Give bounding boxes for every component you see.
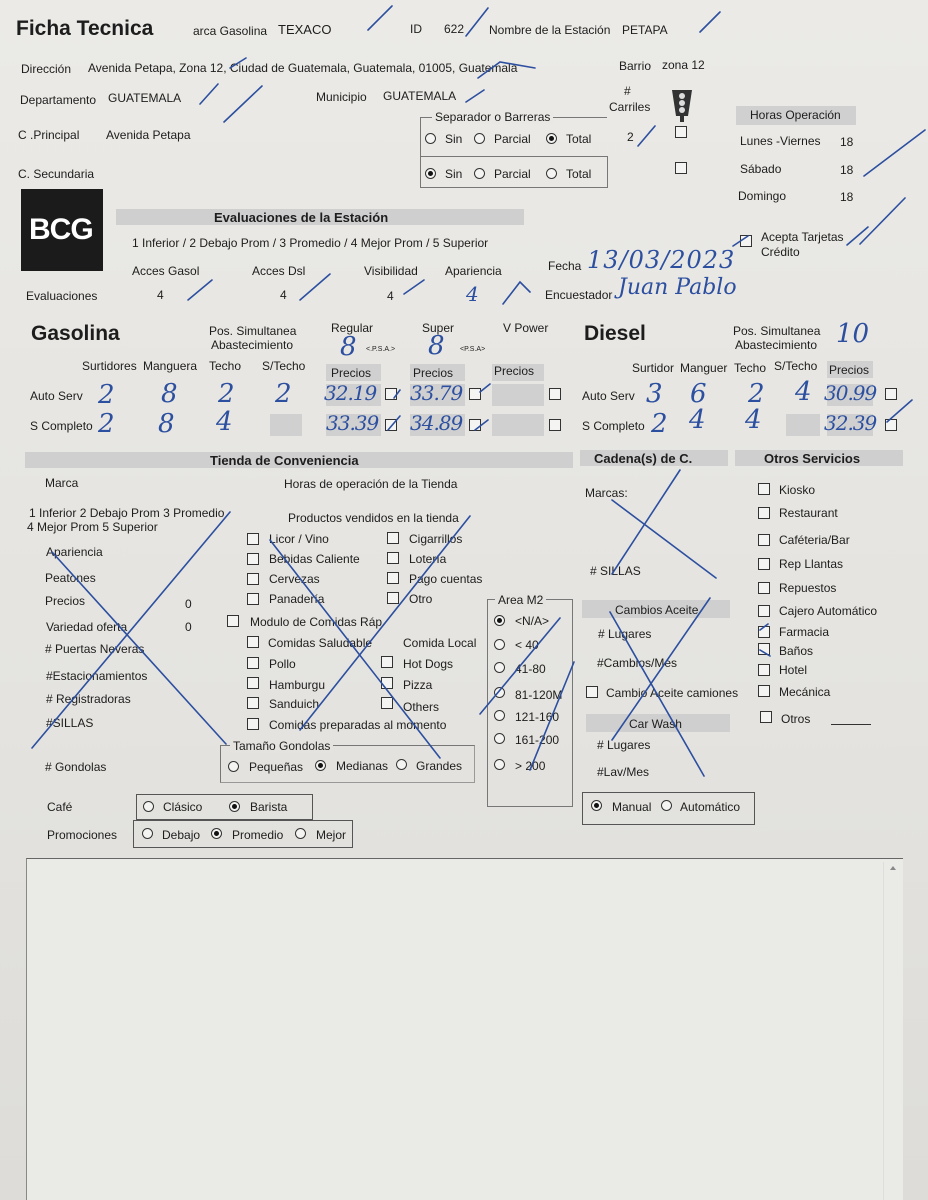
cafe-label: Café [47,800,73,814]
producto-label: Panadería [269,592,325,606]
comida-checkbox[interactable] [381,656,393,668]
regular-label: Regular [331,321,374,335]
producto-checkbox[interactable] [387,532,399,544]
price-checkbox[interactable] [469,388,481,400]
dsl-sc-manguer: 4 [689,405,706,435]
gondola-option-label: Grandes [416,759,463,773]
carwash-automatico-label: Automático [680,800,741,814]
productos-label: Productos vendidos en la tienda [288,511,459,525]
otros-blank-line [831,724,871,725]
carwash-lugares-label: # Lugares [597,738,651,752]
servicio-label: Farmacia [779,625,830,639]
dsl-pos-value: 10 [836,319,870,349]
gasolina-title: Gasolina [31,322,120,345]
municipio-value: GUATEMALA [383,89,457,103]
price-checkbox[interactable] [469,419,481,431]
producto-label: Cervezas [269,572,320,586]
precios-vpower-header: Precios [494,364,535,378]
producto-checkbox[interactable] [387,592,399,604]
comida-label: Hamburgu [269,678,326,692]
area-option-radio[interactable] [494,615,505,626]
psa-regular: <.P.S.A.> [366,346,396,353]
gas-s-completo-label: S Completo [30,419,93,433]
area-option-label: <N/A> [515,614,550,628]
sep2-total-label: Total [566,167,592,181]
cadena-marcas-label: Marcas: [585,486,628,500]
precios-super-header: Precios [413,366,454,380]
sep2-sin-label: Sin [445,167,463,181]
diesel-title: Diesel [584,322,646,345]
price-checkbox[interactable] [885,419,897,431]
horas-value: 18 [840,190,854,204]
id-value: 622 [444,22,465,36]
precios-tienda-value: 0 [185,597,192,611]
sep-principal-total-radio[interactable] [546,133,557,144]
carwash-manual-radio[interactable] [591,800,602,811]
gas-col-techo: Techo [209,359,242,373]
fecha-value: 13/03/2023 [587,246,736,274]
eval-item: #Estacionamientos [46,669,148,683]
comida-label: Pollo [269,657,296,671]
servicio-label: Hotel [779,663,808,677]
apariencia-label: Apariencia [445,264,502,278]
evaluaciones-row-label: Evaluaciones [26,289,98,303]
modulo-comidas-label: Modulo de Comidas Ráp [250,615,383,629]
gas-sc-regular-price: 33.39 [326,411,379,435]
super-pos-value: 8 [428,331,445,361]
comida-checkbox[interactable] [381,677,393,689]
cprincipal-value: Avenida Petapa [106,128,191,142]
bcg-logo: BCG [21,189,103,271]
area-option-label: < 40 [515,638,539,652]
comida-local-label: Comida Local [403,636,477,650]
eval-apariencia-value: 4 [466,282,479,306]
carriles-hash: # [624,84,631,98]
producto-checkbox[interactable] [387,552,399,564]
carriles-principal-value: 2 [627,130,634,144]
comida-checkbox[interactable] [247,677,259,689]
area-option-radio[interactable] [494,639,505,650]
servicio-label: Cajero Automático [779,604,878,618]
sep-secundaria-sin-radio[interactable] [425,168,436,179]
otros-title: Otros Servicios [764,451,861,466]
dsl-auto-serv-label: Auto Serv [582,389,635,403]
encuestador-value: Juan Pablo [618,275,737,300]
price-field[interactable] [492,414,544,436]
producto-label: Otro [409,592,433,606]
servicio-label: Rep Llantas [779,557,844,571]
comida-checkbox[interactable] [247,657,259,669]
csecundaria-label: C. Secundaria [18,167,95,181]
price-checkbox[interactable] [385,388,397,400]
promo-mejor-radio[interactable] [295,828,306,839]
area-option-label: 41-80 [515,662,546,676]
gondola-option-label: Medianas [336,759,389,773]
servicio-label: Restaurant [779,506,838,520]
comida-checkbox[interactable] [381,697,393,709]
price-checkbox[interactable] [549,388,561,400]
sep-sin-label: Sin [445,132,463,146]
comida-checkbox[interactable] [247,697,259,709]
horas-day: Domingo [738,189,787,203]
promo-option-label: Promedio [232,828,284,842]
dsl-abastecimiento-label: Abastecimiento [735,338,818,352]
direccion-value: Avenida Petapa, Zona 12, Ciudad de Guatemala, Guatemala, 01005, Guatemala [88,61,518,75]
gas-sc-super-price: 34.89 [410,411,463,435]
gas-as-stecho: 2 [275,379,292,409]
dsl-as-manguer: 6 [690,379,707,409]
marca-label: arca Gasolina [193,24,268,38]
promociones-label: Promociones [47,828,118,842]
gas-sc-surtidores: 2 [98,409,115,439]
visibilidad-label: Visibilidad [364,264,418,278]
dsl-col-techo: Techo [734,361,767,375]
gas-pos-sim-label: Pos. Simultanea [209,324,297,338]
servicio-label: Caféteria/Bar [779,533,850,547]
sep-secundaria-parcial-radio[interactable] [474,168,485,179]
area-option-radio[interactable] [494,710,505,721]
precios-regular-header: Precios [331,366,372,380]
notes-scrollbar[interactable] [883,862,902,1200]
price-checkbox[interactable] [549,419,561,431]
cafe-option-label: Barista [250,800,288,814]
blank-notes-area[interactable] [26,858,903,1200]
tarjetas-label-2: Crédito [761,245,800,259]
servicio-checkbox[interactable] [758,534,770,546]
dsl-sc-techo: 4 [745,405,762,435]
tienda-title: Tienda de Conveniencia [210,453,359,468]
price-checkbox[interactable] [385,419,397,431]
tienda-marca-label: Marca [45,476,79,490]
dsl-as-techo: 2 [748,379,765,409]
tamano-gondolas-label: Tamaño Gondolas [230,739,333,753]
eval-visibilidad-value: 4 [387,289,394,303]
dsl-col-manguer: Manguer [680,361,728,375]
cafe-option-label: Clásico [163,800,203,814]
comida-label: Pizza [403,678,433,692]
eval-acces-gasol-value: 4 [157,288,164,302]
municipio-label: Municipio [316,90,367,104]
separador-label: Separador o Barreras [432,110,553,124]
eval-item: Precios [45,594,86,608]
eval-item: # Puertas Neveras [45,642,145,656]
sep-parcial-label: Parcial [494,132,531,146]
servicio-checkbox[interactable] [758,664,770,676]
carwash-manual-label: Manual [612,800,652,814]
tienda-horas-label: Horas de operación de la Tienda [284,477,458,491]
horas-day: Lunes -Viernes [740,134,821,148]
tienda-scale-2: 4 Mejor Prom 5 Superior [27,520,158,534]
producto-checkbox[interactable] [247,573,259,585]
evaluaciones-title: Evaluaciones de la Estación [214,210,389,225]
estacion-label: Nombre de la Estación [489,23,611,37]
eval-acces-dsl-value: 4 [280,288,287,302]
cambio-camiones-label: Cambio Aceite camiones [606,686,739,700]
sep-total-label: Total [566,132,592,146]
producto-label: Licor / Vino [269,532,329,546]
dsl-sc-surtidor: 2 [651,409,668,439]
scroll-up-icon[interactable] [890,866,896,870]
barrio-value: zona 12 [662,58,705,72]
servicio-checkbox[interactable] [758,558,770,570]
servicio-label: Otros [781,712,811,726]
cadena-title: Cadena(s) de C. [594,451,693,466]
servicio-checkbox[interactable] [758,685,770,697]
lav-mes-label: #Lav/Mes [597,765,650,779]
producto-label: Lotería [409,552,447,566]
form-title: Ficha Tecnica [16,17,154,40]
cafe-clasico-radio[interactable] [143,801,154,812]
marca-value: TEXACO [278,22,332,37]
gas-col-stecho: S/Techo [262,359,306,373]
gas-as-regular-price: 32.19 [324,381,377,405]
eval-item: #SILLAS [46,716,94,730]
acces-gasol-label: Acces Gasol [132,264,200,278]
comidas-preparadas-checkbox[interactable] [247,718,259,730]
servicio-checkbox[interactable] [758,605,770,617]
tarjetas-checkbox[interactable] [740,235,752,247]
eval-item: Peatones [45,571,96,585]
gas-as-manguera: 8 [161,379,178,409]
area-option-radio[interactable] [494,662,505,673]
sep-secundaria-total-radio[interactable] [546,168,557,179]
psa-super: <P.S.A> [460,346,486,353]
promo-option-label: Mejor [316,828,347,842]
producto-checkbox[interactable] [247,533,259,545]
carwash-title: Car Wash [629,717,682,731]
cambios-title: Cambios Aceite [615,603,699,617]
super-label: Super [422,321,455,335]
area-m2-box [487,599,573,807]
gondola-pequenas-radio[interactable] [228,761,239,772]
comidas-saludable-label: Comidas Saludable [268,636,373,650]
carriles-label: Carriles [609,100,651,114]
modulo-comidas-checkbox[interactable] [227,615,239,627]
cambios-mes-label: #Cambios/Mes [597,656,678,670]
sep-principal-sin-radio[interactable] [425,133,436,144]
departamento-value: GUATEMALA [108,91,182,105]
barrio-label: Barrio [619,59,652,73]
direccion-label: Dirección [21,62,72,76]
comida-label: Others [403,700,440,714]
servicio-banos-checkbox[interactable] [758,643,770,655]
cambio-camiones-checkbox[interactable] [586,686,598,698]
cafe-barista-radio[interactable] [229,801,240,812]
dsl-as-precio: 30.99 [824,381,877,405]
eval-item: # Registradoras [46,692,131,706]
area-option-radio[interactable] [494,687,505,698]
area-option-label: 81-120M [515,688,563,702]
gas-abastecimiento-label: Abastecimiento [211,338,294,352]
dsl-col-stecho: S/Techo [774,359,818,373]
eval-item: Variedad oferta [46,620,128,634]
cadena-sillas-label: # SILLAS [590,564,641,578]
servicio-label: Repuestos [779,581,837,595]
gas-as-techo: 2 [218,379,235,409]
vpower-label: V Power [503,321,549,335]
dsl-s-completo-label: S Completo [582,419,645,433]
eval-item: Apariencia [46,545,103,559]
producto-checkbox[interactable] [387,572,399,584]
evaluaciones-scale: 1 Inferior / 2 Debajo Prom / 3 Promedio / 4 Mejor Prom / 5 Superior [132,236,489,250]
sep2-parcial-label: Parcial [494,167,531,181]
carwash-automatico-radio[interactable] [661,800,672,811]
price-field[interactable] [270,414,302,436]
departamento-label: Departamento [20,93,97,107]
area-option-radio[interactable] [494,733,505,744]
area-option-label: 121-160 [515,710,560,724]
dsl-as-stecho: 4 [795,377,812,407]
cprincipal-label: C .Principal [18,128,80,142]
area-option-radio[interactable] [494,759,505,770]
fecha-label: Fecha [548,259,582,273]
producto-label: Pago cuentas [409,572,483,586]
gas-col-manguera: Manguera [143,359,198,373]
encuestador-label: Encuestador [545,288,613,302]
gas-as-surtidores: 2 [98,380,115,410]
producto-checkbox[interactable] [247,553,259,565]
servicio-checkbox[interactable] [758,507,770,519]
gas-col-surtidores: Surtidores [82,359,137,373]
gondola-medianas-radio[interactable] [315,760,326,771]
gondola-grandes-radio[interactable] [396,759,407,770]
horas-value: 18 [840,135,854,149]
price-checkbox[interactable] [885,388,897,400]
dsl-col-surtidor: Surtidor [632,361,675,375]
area-option-label: 161-200 [515,733,560,747]
id-label: ID [410,22,422,36]
servicio-checkbox[interactable] [760,711,772,723]
servicio-checkbox[interactable] [758,582,770,594]
producto-label: Cigarrillos [409,532,463,546]
producto-label: Bebidas Caliente [269,552,360,566]
price-field[interactable] [492,384,544,406]
horas-day: Sábado [740,162,782,176]
dsl-pos-sim-label: Pos. Simultanea [733,324,821,338]
servicio-label: Mecánica [779,685,831,699]
tienda-scale-1: 1 Inferior 2 Debajo Prom 3 Promedio [29,506,225,520]
horas-title: Horas Operación [750,108,841,122]
cambios-lugares-label: # Lugares [598,627,652,641]
promo-debajo-radio[interactable] [142,828,153,839]
regular-pos-value: 8 [340,332,357,362]
variedad-value: 0 [185,620,192,634]
gas-sc-techo: 4 [216,407,233,437]
servicio-checkbox[interactable] [758,483,770,495]
price-field[interactable] [786,414,820,436]
dsl-precios-header: Precios [829,363,870,377]
comidas-saludable-checkbox[interactable] [247,636,259,648]
gas-sc-manguera: 8 [158,409,175,439]
dsl-sc-precio: 32.39 [824,411,877,435]
servicio-label: Kiosko [779,483,816,497]
comidas-preparadas-label: Comidas preparadas al momento [269,718,447,732]
dsl-as-surtidor: 3 [646,379,663,409]
producto-checkbox[interactable] [247,593,259,605]
gas-auto-serv-label: Auto Serv [30,389,83,403]
area-option-label: > 200 [515,759,546,773]
semaforo-secundaria-checkbox[interactable] [675,162,687,174]
servicio-label: Baños [779,644,814,658]
gondola-option-label: Pequeñas [249,760,304,774]
sep-principal-parcial-radio[interactable] [474,133,485,144]
comida-label: Sanduich [269,697,320,711]
promo-promedio-radio[interactable] [211,828,222,839]
area-m2-title: Area M2 [495,593,546,607]
acces-dsl-label: Acces Dsl [252,264,306,278]
horas-value: 18 [840,163,854,177]
gas-as-super-price: 33.79 [410,381,463,405]
tarjetas-label: Acepta Tarjetas [761,230,844,244]
comida-label: Hot Dogs [403,657,454,671]
traffic-light-icon [668,86,696,122]
gondolas-label: # Gondolas [45,760,107,774]
servicio-checkbox[interactable] [758,626,770,638]
estacion-value: PETAPA [622,23,668,37]
promo-option-label: Debajo [162,828,201,842]
semaforo-principal-checkbox[interactable] [675,126,687,138]
